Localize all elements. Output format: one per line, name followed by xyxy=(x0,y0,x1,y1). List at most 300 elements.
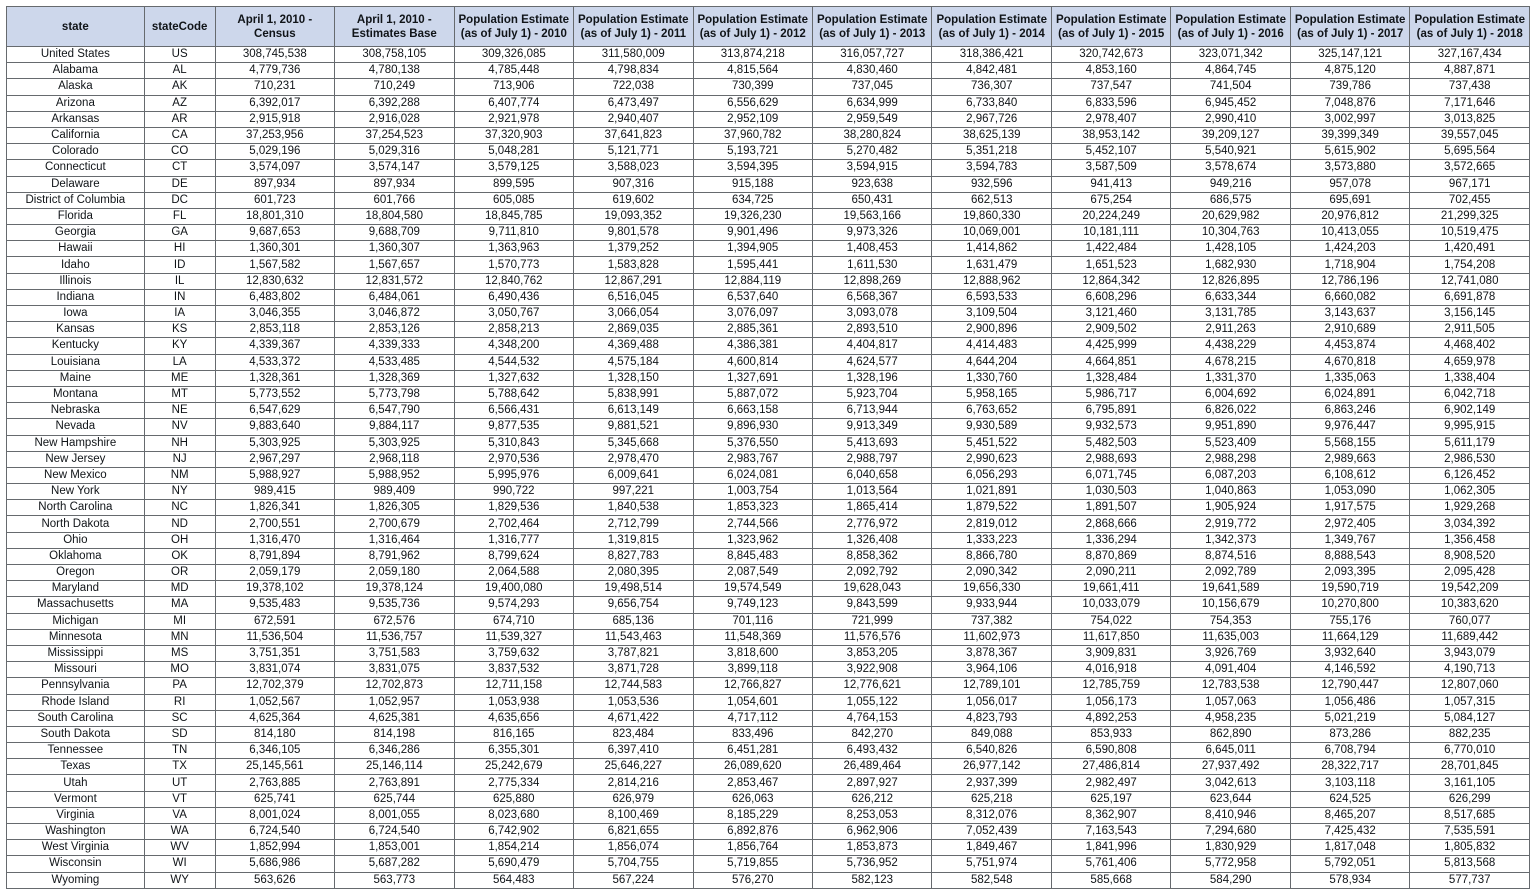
cell-est2011[interactable]: 997,221 xyxy=(574,484,693,500)
cell-est2015[interactable]: 7,163,543 xyxy=(1051,824,1170,840)
cell-est2011[interactable]: 1,319,815 xyxy=(574,532,693,548)
cell-est2018[interactable]: 2,911,505 xyxy=(1410,322,1530,338)
cell-est2017[interactable]: 6,024,891 xyxy=(1290,386,1409,402)
cell-state[interactable]: Iowa xyxy=(7,306,145,322)
cell-est2014[interactable]: 2,900,896 xyxy=(932,322,1051,338)
cell-base2010[interactable]: 989,409 xyxy=(335,484,454,500)
cell-stateCode[interactable]: AR xyxy=(144,111,215,127)
cell-census2010[interactable]: 18,801,310 xyxy=(215,208,334,224)
cell-est2013[interactable]: 38,280,824 xyxy=(813,127,932,143)
cell-est2016[interactable]: 2,092,789 xyxy=(1171,565,1290,581)
cell-est2018[interactable]: 2,986,530 xyxy=(1410,451,1530,467)
cell-stateCode[interactable]: IN xyxy=(144,289,215,305)
table-row[interactable] xyxy=(7,95,1530,111)
cell-stateCode[interactable]: MD xyxy=(144,581,215,597)
cell-est2010[interactable]: 12,840,762 xyxy=(454,273,573,289)
cell-est2012[interactable]: 1,323,962 xyxy=(693,532,812,548)
table-row[interactable] xyxy=(7,225,1530,241)
cell-base2010[interactable]: 3,046,872 xyxy=(335,306,454,322)
cell-est2015[interactable]: 1,422,484 xyxy=(1051,241,1170,257)
cell-est2015[interactable]: 6,795,891 xyxy=(1051,403,1170,419)
column-header-est2012[interactable] xyxy=(693,7,812,47)
cell-est2011[interactable]: 4,671,422 xyxy=(574,710,693,726)
cell-stateCode[interactable]: MN xyxy=(144,629,215,645)
cell-est2012[interactable]: 19,574,549 xyxy=(693,581,812,597)
cell-est2011[interactable]: 2,978,470 xyxy=(574,451,693,467)
table-row[interactable] xyxy=(7,354,1530,370)
cell-stateCode[interactable]: NH xyxy=(144,435,215,451)
cell-est2011[interactable]: 619,602 xyxy=(574,192,693,208)
cell-base2010[interactable]: 12,831,572 xyxy=(335,273,454,289)
table-row[interactable] xyxy=(7,79,1530,95)
cell-est2010[interactable]: 9,574,293 xyxy=(454,597,573,613)
cell-est2013[interactable]: 1,013,564 xyxy=(813,484,932,500)
cell-est2018[interactable]: 1,929,268 xyxy=(1410,500,1530,516)
cell-est2011[interactable]: 8,827,783 xyxy=(574,548,693,564)
cell-est2016[interactable]: 1,428,105 xyxy=(1171,241,1290,257)
cell-census2010[interactable]: 12,702,379 xyxy=(215,678,334,694)
cell-est2010[interactable]: 6,566,431 xyxy=(454,403,573,419)
cell-est2014[interactable]: 736,307 xyxy=(932,79,1051,95)
cell-est2010[interactable]: 3,759,632 xyxy=(454,645,573,661)
cell-census2010[interactable]: 9,883,640 xyxy=(215,419,334,435)
cell-base2010[interactable]: 897,934 xyxy=(335,176,454,192)
cell-census2010[interactable]: 5,029,196 xyxy=(215,144,334,160)
cell-stateCode[interactable]: TX xyxy=(144,759,215,775)
cell-est2013[interactable]: 1,055,122 xyxy=(813,694,932,710)
cell-est2011[interactable]: 4,575,184 xyxy=(574,354,693,370)
cell-est2015[interactable]: 1,328,484 xyxy=(1051,370,1170,386)
cell-est2011[interactable]: 1,328,150 xyxy=(574,370,693,386)
cell-est2011[interactable]: 11,543,463 xyxy=(574,629,693,645)
cell-est2018[interactable]: 8,908,520 xyxy=(1410,548,1530,564)
cell-est2015[interactable]: 4,425,999 xyxy=(1051,338,1170,354)
cell-est2015[interactable]: 5,452,107 xyxy=(1051,144,1170,160)
column-header-stateCode[interactable] xyxy=(144,7,215,47)
cell-est2012[interactable]: 576,270 xyxy=(693,872,812,888)
cell-est2011[interactable]: 6,009,641 xyxy=(574,467,693,483)
cell-est2010[interactable]: 25,242,679 xyxy=(454,759,573,775)
cell-census2010[interactable]: 2,059,179 xyxy=(215,565,334,581)
cell-est2018[interactable]: 967,171 xyxy=(1410,176,1530,192)
cell-est2014[interactable]: 6,733,840 xyxy=(932,95,1051,111)
cell-est2018[interactable]: 3,572,665 xyxy=(1410,160,1530,176)
cell-base2010[interactable]: 9,535,736 xyxy=(335,597,454,613)
cell-state[interactable]: Pennsylvania xyxy=(7,678,145,694)
cell-base2010[interactable]: 3,751,583 xyxy=(335,645,454,661)
cell-census2010[interactable]: 625,741 xyxy=(215,791,334,807)
cell-est2010[interactable]: 4,785,448 xyxy=(454,63,573,79)
cell-est2015[interactable]: 585,668 xyxy=(1051,872,1170,888)
cell-est2016[interactable]: 1,905,924 xyxy=(1171,500,1290,516)
cell-est2018[interactable]: 7,171,646 xyxy=(1410,95,1530,111)
cell-est2016[interactable]: 5,540,921 xyxy=(1171,144,1290,160)
cell-est2012[interactable]: 5,193,721 xyxy=(693,144,812,160)
cell-est2012[interactable]: 6,024,081 xyxy=(693,467,812,483)
cell-state[interactable]: Georgia xyxy=(7,225,145,241)
cell-est2013[interactable]: 5,736,952 xyxy=(813,856,932,872)
cell-est2013[interactable]: 11,576,576 xyxy=(813,629,932,645)
cell-est2016[interactable]: 1,331,370 xyxy=(1171,370,1290,386)
cell-est2014[interactable]: 19,656,330 xyxy=(932,581,1051,597)
cell-est2018[interactable]: 2,095,428 xyxy=(1410,565,1530,581)
cell-est2015[interactable]: 2,909,502 xyxy=(1051,322,1170,338)
cell-est2011[interactable]: 5,838,991 xyxy=(574,386,693,402)
cell-est2016[interactable]: 3,926,769 xyxy=(1171,645,1290,661)
cell-state[interactable]: North Dakota xyxy=(7,516,145,532)
cell-est2014[interactable]: 625,218 xyxy=(932,791,1051,807)
cell-est2016[interactable]: 2,988,298 xyxy=(1171,451,1290,467)
cell-stateCode[interactable]: IA xyxy=(144,306,215,322)
cell-est2017[interactable]: 10,270,800 xyxy=(1290,597,1409,613)
cell-state[interactable]: United States xyxy=(7,47,145,63)
cell-state[interactable]: Indiana xyxy=(7,289,145,305)
cell-base2010[interactable]: 601,766 xyxy=(335,192,454,208)
cell-est2016[interactable]: 1,057,063 xyxy=(1171,694,1290,710)
cell-est2013[interactable]: 6,040,658 xyxy=(813,467,932,483)
cell-est2016[interactable]: 3,131,785 xyxy=(1171,306,1290,322)
cell-base2010[interactable]: 9,884,117 xyxy=(335,419,454,435)
cell-base2010[interactable]: 4,780,138 xyxy=(335,63,454,79)
table-row[interactable] xyxy=(7,386,1530,402)
cell-est2013[interactable]: 626,212 xyxy=(813,791,932,807)
cell-est2014[interactable]: 5,751,974 xyxy=(932,856,1051,872)
cell-est2017[interactable]: 755,176 xyxy=(1290,613,1409,629)
table-row[interactable] xyxy=(7,565,1530,581)
cell-stateCode[interactable]: ND xyxy=(144,516,215,532)
cell-stateCode[interactable]: LA xyxy=(144,354,215,370)
cell-est2010[interactable]: 18,845,785 xyxy=(454,208,573,224)
cell-est2010[interactable]: 5,690,479 xyxy=(454,856,573,872)
cell-est2015[interactable]: 4,853,160 xyxy=(1051,63,1170,79)
cell-est2018[interactable]: 4,468,402 xyxy=(1410,338,1530,354)
cell-est2013[interactable]: 1,326,408 xyxy=(813,532,932,548)
cell-est2010[interactable]: 2,858,213 xyxy=(454,322,573,338)
cell-state[interactable]: Oregon xyxy=(7,565,145,581)
cell-est2012[interactable]: 1,327,691 xyxy=(693,370,812,386)
cell-est2010[interactable]: 9,877,535 xyxy=(454,419,573,435)
cell-est2013[interactable]: 3,922,908 xyxy=(813,662,932,678)
cell-census2010[interactable]: 563,626 xyxy=(215,872,334,888)
cell-est2017[interactable]: 3,143,637 xyxy=(1290,306,1409,322)
cell-est2011[interactable]: 4,369,488 xyxy=(574,338,693,354)
cell-base2010[interactable]: 2,700,679 xyxy=(335,516,454,532)
cell-est2012[interactable]: 37,960,782 xyxy=(693,127,812,143)
cell-state[interactable]: New Mexico xyxy=(7,467,145,483)
cell-est2018[interactable]: 1,420,491 xyxy=(1410,241,1530,257)
cell-est2014[interactable]: 4,842,481 xyxy=(932,63,1051,79)
cell-est2016[interactable]: 9,951,890 xyxy=(1171,419,1290,435)
cell-est2016[interactable]: 2,990,410 xyxy=(1171,111,1290,127)
cell-est2010[interactable]: 1,327,632 xyxy=(454,370,573,386)
cell-state[interactable]: Idaho xyxy=(7,257,145,273)
cell-est2018[interactable]: 760,077 xyxy=(1410,613,1530,629)
cell-est2012[interactable]: 833,496 xyxy=(693,726,812,742)
cell-est2018[interactable]: 12,741,080 xyxy=(1410,273,1530,289)
cell-census2010[interactable]: 1,360,301 xyxy=(215,241,334,257)
cell-est2018[interactable]: 4,190,713 xyxy=(1410,662,1530,678)
cell-est2014[interactable]: 6,763,652 xyxy=(932,403,1051,419)
cell-est2011[interactable]: 6,821,655 xyxy=(574,824,693,840)
cell-est2011[interactable]: 5,704,755 xyxy=(574,856,693,872)
cell-est2014[interactable]: 7,052,439 xyxy=(932,824,1051,840)
cell-est2015[interactable]: 2,988,693 xyxy=(1051,451,1170,467)
cell-est2010[interactable]: 1,316,777 xyxy=(454,532,573,548)
cell-est2018[interactable]: 1,356,458 xyxy=(1410,532,1530,548)
cell-state[interactable]: Massachusetts xyxy=(7,597,145,613)
cell-est2012[interactable]: 1,394,905 xyxy=(693,241,812,257)
cell-state[interactable]: Montana xyxy=(7,386,145,402)
cell-est2015[interactable]: 1,336,294 xyxy=(1051,532,1170,548)
cell-base2010[interactable]: 6,346,286 xyxy=(335,743,454,759)
cell-est2017[interactable]: 739,786 xyxy=(1290,79,1409,95)
cell-est2013[interactable]: 2,776,972 xyxy=(813,516,932,532)
cell-est2015[interactable]: 4,016,918 xyxy=(1051,662,1170,678)
cell-census2010[interactable]: 4,533,372 xyxy=(215,354,334,370)
cell-stateCode[interactable]: DC xyxy=(144,192,215,208)
cell-est2016[interactable]: 949,216 xyxy=(1171,176,1290,192)
cell-est2010[interactable]: 2,702,464 xyxy=(454,516,573,532)
cell-est2015[interactable]: 3,121,460 xyxy=(1051,306,1170,322)
cell-stateCode[interactable]: GA xyxy=(144,225,215,241)
cell-census2010[interactable]: 3,751,351 xyxy=(215,645,334,661)
cell-est2016[interactable]: 754,353 xyxy=(1171,613,1290,629)
cell-stateCode[interactable]: CO xyxy=(144,144,215,160)
cell-stateCode[interactable]: OR xyxy=(144,565,215,581)
cell-state[interactable]: Utah xyxy=(7,775,145,791)
cell-est2010[interactable]: 1,053,938 xyxy=(454,694,573,710)
cell-est2011[interactable]: 9,801,578 xyxy=(574,225,693,241)
table-row[interactable] xyxy=(7,484,1530,500)
cell-est2012[interactable]: 313,874,218 xyxy=(693,47,812,63)
cell-base2010[interactable]: 1,567,657 xyxy=(335,257,454,273)
table-row[interactable] xyxy=(7,435,1530,451)
cell-stateCode[interactable]: OH xyxy=(144,532,215,548)
cell-est2011[interactable]: 567,224 xyxy=(574,872,693,888)
cell-est2010[interactable]: 5,310,843 xyxy=(454,435,573,451)
cell-est2016[interactable]: 6,004,692 xyxy=(1171,386,1290,402)
cell-state[interactable]: Wisconsin xyxy=(7,856,145,872)
cell-est2014[interactable]: 6,056,293 xyxy=(932,467,1051,483)
cell-est2011[interactable]: 8,100,469 xyxy=(574,807,693,823)
cell-est2013[interactable]: 3,093,078 xyxy=(813,306,932,322)
column-header-est2014[interactable] xyxy=(932,7,1051,47)
cell-est2011[interactable]: 2,080,395 xyxy=(574,565,693,581)
cell-census2010[interactable]: 3,831,074 xyxy=(215,662,334,678)
cell-est2017[interactable]: 1,053,090 xyxy=(1290,484,1409,500)
cell-base2010[interactable]: 11,536,757 xyxy=(335,629,454,645)
cell-base2010[interactable]: 1,328,369 xyxy=(335,370,454,386)
column-header-base2010[interactable] xyxy=(335,7,454,47)
cell-census2010[interactable]: 2,763,885 xyxy=(215,775,334,791)
cell-est2013[interactable]: 6,634,999 xyxy=(813,95,932,111)
table-row[interactable] xyxy=(7,111,1530,127)
cell-est2011[interactable]: 2,712,799 xyxy=(574,516,693,532)
cell-est2018[interactable]: 1,057,315 xyxy=(1410,694,1530,710)
cell-est2013[interactable]: 1,611,530 xyxy=(813,257,932,273)
cell-est2012[interactable]: 1,595,441 xyxy=(693,257,812,273)
cell-census2010[interactable]: 9,535,483 xyxy=(215,597,334,613)
cell-census2010[interactable]: 4,625,364 xyxy=(215,710,334,726)
cell-est2013[interactable]: 737,045 xyxy=(813,79,932,95)
cell-est2010[interactable]: 5,995,976 xyxy=(454,467,573,483)
cell-census2010[interactable]: 2,967,297 xyxy=(215,451,334,467)
cell-est2014[interactable]: 1,056,017 xyxy=(932,694,1051,710)
cell-census2010[interactable]: 4,339,367 xyxy=(215,338,334,354)
cell-est2013[interactable]: 2,893,510 xyxy=(813,322,932,338)
cell-est2017[interactable]: 7,425,432 xyxy=(1290,824,1409,840)
cell-stateCode[interactable]: ID xyxy=(144,257,215,273)
cell-est2017[interactable]: 325,147,121 xyxy=(1290,47,1409,63)
cell-est2012[interactable]: 3,594,395 xyxy=(693,160,812,176)
cell-census2010[interactable]: 8,001,024 xyxy=(215,807,334,823)
cell-base2010[interactable]: 2,853,126 xyxy=(335,322,454,338)
cell-est2014[interactable]: 1,021,891 xyxy=(932,484,1051,500)
cell-est2010[interactable]: 8,799,624 xyxy=(454,548,573,564)
cell-est2012[interactable]: 8,845,483 xyxy=(693,548,812,564)
cell-census2010[interactable]: 37,253,956 xyxy=(215,127,334,143)
cell-est2016[interactable]: 2,919,772 xyxy=(1171,516,1290,532)
cell-census2010[interactable]: 6,724,540 xyxy=(215,824,334,840)
cell-census2010[interactable]: 672,591 xyxy=(215,613,334,629)
cell-est2017[interactable]: 20,976,812 xyxy=(1290,208,1409,224)
cell-est2016[interactable]: 8,410,946 xyxy=(1171,807,1290,823)
cell-est2014[interactable]: 4,644,204 xyxy=(932,354,1051,370)
table-row[interactable] xyxy=(7,516,1530,532)
cell-est2018[interactable]: 626,299 xyxy=(1410,791,1530,807)
table-row[interactable] xyxy=(7,273,1530,289)
table-row[interactable] xyxy=(7,791,1530,807)
cell-est2013[interactable]: 8,253,053 xyxy=(813,807,932,823)
cell-est2017[interactable]: 2,989,663 xyxy=(1290,451,1409,467)
cell-est2018[interactable]: 5,084,127 xyxy=(1410,710,1530,726)
cell-census2010[interactable]: 814,180 xyxy=(215,726,334,742)
cell-census2010[interactable]: 6,547,629 xyxy=(215,403,334,419)
cell-est2017[interactable]: 1,056,486 xyxy=(1290,694,1409,710)
cell-est2017[interactable]: 957,078 xyxy=(1290,176,1409,192)
table-row[interactable] xyxy=(7,192,1530,208)
table-row[interactable] xyxy=(7,532,1530,548)
column-header-est2013[interactable] xyxy=(813,7,932,47)
cell-est2010[interactable]: 6,490,436 xyxy=(454,289,573,305)
cell-est2013[interactable]: 9,973,326 xyxy=(813,225,932,241)
cell-base2010[interactable]: 1,826,305 xyxy=(335,500,454,516)
cell-est2016[interactable]: 6,633,344 xyxy=(1171,289,1290,305)
cell-est2012[interactable]: 12,766,827 xyxy=(693,678,812,694)
cell-est2014[interactable]: 3,964,106 xyxy=(932,662,1051,678)
cell-est2012[interactable]: 6,451,281 xyxy=(693,743,812,759)
cell-est2012[interactable]: 9,901,496 xyxy=(693,225,812,241)
cell-est2017[interactable]: 6,108,612 xyxy=(1290,467,1409,483)
cell-est2010[interactable]: 1,829,536 xyxy=(454,500,573,516)
cell-est2014[interactable]: 12,888,962 xyxy=(932,273,1051,289)
cell-stateCode[interactable]: DE xyxy=(144,176,215,192)
cell-census2010[interactable]: 11,536,504 xyxy=(215,629,334,645)
cell-est2013[interactable]: 6,568,367 xyxy=(813,289,932,305)
cell-state[interactable]: Alabama xyxy=(7,63,145,79)
cell-state[interactable]: Minnesota xyxy=(7,629,145,645)
cell-est2010[interactable]: 674,710 xyxy=(454,613,573,629)
cell-est2011[interactable]: 2,814,216 xyxy=(574,775,693,791)
table-row[interactable] xyxy=(7,597,1530,613)
column-header-census2010[interactable] xyxy=(215,7,334,47)
table-row[interactable] xyxy=(7,500,1530,516)
cell-est2016[interactable]: 6,826,022 xyxy=(1171,403,1290,419)
cell-est2017[interactable]: 11,664,129 xyxy=(1290,629,1409,645)
cell-state[interactable]: Vermont xyxy=(7,791,145,807)
table-row[interactable] xyxy=(7,419,1530,435)
cell-base2010[interactable]: 625,744 xyxy=(335,791,454,807)
cell-base2010[interactable]: 2,763,891 xyxy=(335,775,454,791)
cell-est2011[interactable]: 3,588,023 xyxy=(574,160,693,176)
cell-base2010[interactable]: 8,791,962 xyxy=(335,548,454,564)
cell-est2017[interactable]: 5,021,219 xyxy=(1290,710,1409,726)
table-row[interactable] xyxy=(7,710,1530,726)
cell-est2018[interactable]: 10,383,620 xyxy=(1410,597,1530,613)
cell-stateCode[interactable]: NC xyxy=(144,500,215,516)
cell-est2013[interactable]: 6,493,432 xyxy=(813,743,932,759)
cell-census2010[interactable]: 5,988,927 xyxy=(215,467,334,483)
cell-est2018[interactable]: 3,013,825 xyxy=(1410,111,1530,127)
cell-est2011[interactable]: 12,744,583 xyxy=(574,678,693,694)
cell-state[interactable]: Arkansas xyxy=(7,111,145,127)
cell-census2010[interactable]: 2,853,118 xyxy=(215,322,334,338)
cell-est2015[interactable]: 8,870,869 xyxy=(1051,548,1170,564)
column-header-est2018[interactable] xyxy=(1410,7,1530,47)
column-header-state[interactable] xyxy=(7,7,145,47)
cell-est2012[interactable]: 6,892,876 xyxy=(693,824,812,840)
cell-est2012[interactable]: 2,853,467 xyxy=(693,775,812,791)
cell-census2010[interactable]: 710,231 xyxy=(215,79,334,95)
cell-base2010[interactable]: 8,001,055 xyxy=(335,807,454,823)
cell-est2010[interactable]: 5,788,642 xyxy=(454,386,573,402)
cell-est2013[interactable]: 4,764,153 xyxy=(813,710,932,726)
cell-est2017[interactable]: 1,718,904 xyxy=(1290,257,1409,273)
table-row[interactable] xyxy=(7,241,1530,257)
cell-est2018[interactable]: 6,042,718 xyxy=(1410,386,1530,402)
cell-est2016[interactable]: 12,826,895 xyxy=(1171,273,1290,289)
cell-est2013[interactable]: 1,408,453 xyxy=(813,241,932,257)
cell-est2010[interactable]: 2,775,334 xyxy=(454,775,573,791)
cell-est2013[interactable]: 8,858,362 xyxy=(813,548,932,564)
cell-est2016[interactable]: 19,641,589 xyxy=(1171,581,1290,597)
cell-base2010[interactable]: 563,773 xyxy=(335,872,454,888)
cell-est2015[interactable]: 6,833,596 xyxy=(1051,95,1170,111)
cell-census2010[interactable]: 6,392,017 xyxy=(215,95,334,111)
table-row[interactable] xyxy=(7,856,1530,872)
cell-est2018[interactable]: 39,557,045 xyxy=(1410,127,1530,143)
cell-census2010[interactable]: 897,934 xyxy=(215,176,334,192)
table-row[interactable] xyxy=(7,613,1530,629)
cell-est2017[interactable]: 3,002,997 xyxy=(1290,111,1409,127)
cell-base2010[interactable]: 5,029,316 xyxy=(335,144,454,160)
cell-base2010[interactable]: 6,547,790 xyxy=(335,403,454,419)
cell-est2010[interactable]: 309,326,085 xyxy=(454,47,573,63)
cell-est2017[interactable]: 2,093,395 xyxy=(1290,565,1409,581)
cell-est2017[interactable]: 8,888,543 xyxy=(1290,548,1409,564)
cell-est2017[interactable]: 6,660,082 xyxy=(1290,289,1409,305)
cell-est2011[interactable]: 2,869,035 xyxy=(574,322,693,338)
cell-est2018[interactable]: 3,156,145 xyxy=(1410,306,1530,322)
cell-est2014[interactable]: 11,602,973 xyxy=(932,629,1051,645)
cell-est2012[interactable]: 2,952,109 xyxy=(693,111,812,127)
cell-est2015[interactable]: 6,608,296 xyxy=(1051,289,1170,305)
table-row[interactable] xyxy=(7,403,1530,419)
cell-est2016[interactable]: 4,438,229 xyxy=(1171,338,1290,354)
cell-est2015[interactable]: 10,181,111 xyxy=(1051,225,1170,241)
cell-est2013[interactable]: 9,843,599 xyxy=(813,597,932,613)
cell-est2010[interactable]: 899,595 xyxy=(454,176,573,192)
